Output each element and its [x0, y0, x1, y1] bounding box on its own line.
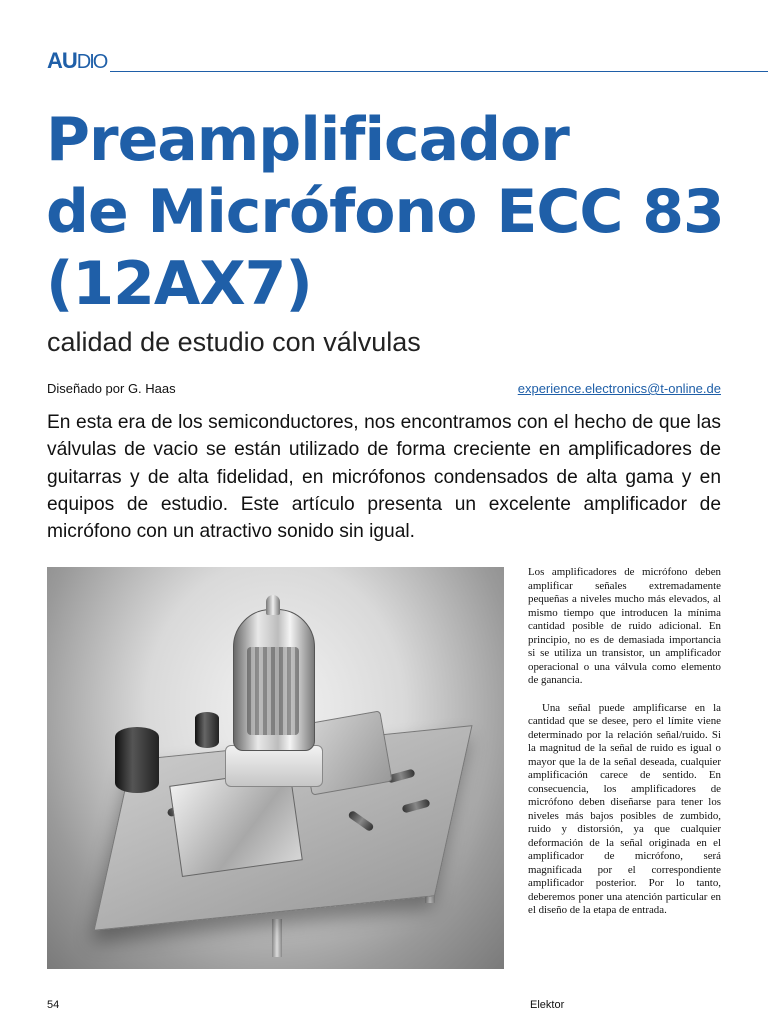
- pcb-leg: [272, 919, 282, 957]
- magazine-name: Elektor: [530, 999, 565, 1011]
- section-rule: [110, 71, 768, 72]
- circuit-board-photo: [47, 567, 504, 969]
- body-paragraph-2: Una señal puede amplificarse en la cantidad que se desee, pero el límite viene determinado por la relación señal/ruido. Si la magnitud de la señal de ruido es igual o mayor que la de la señal deseada, cualquier amplificación carece de sentido. En consecuencia, los amplificadores de micrófono deben diseñarse para tener los niveles más bajos posibles de zumbido, ruido y distorsión, ya que cualquier deformación de la señal originada en el amplificador de micrófono, será magnificada por el correspondiente amplificador posterior. Por lo tanto, deberemos poner una atención particular en el diseño de la etapa de entrada.: [528, 701, 721, 916]
- electrolytic-capacitor-large: [115, 727, 159, 793]
- tube-electrodes: [247, 647, 299, 735]
- tube-tip: [266, 595, 280, 615]
- byline-row: [47, 381, 721, 399]
- section-tag: [47, 50, 106, 72]
- article-title: [46, 104, 746, 320]
- title-line-3: (12AX7): [46, 249, 312, 319]
- tube-socket: [225, 745, 323, 787]
- title-line-2: de Micrófono ECC 83: [46, 177, 724, 247]
- body-text-column: [528, 566, 721, 918]
- author-byline: Diseñado por G. Haas: [47, 381, 176, 396]
- section-tag-light: DIO: [76, 51, 107, 73]
- body-paragraph-1: Los amplificadores de micrófono deben amplificar señales extremadamente pequeñas a niveles mucho más elevados, al mismo tiempo que introducen la mínima cantidad posible de ruido adicional. En principio, no es de demasiada importancia si se utiliza un transistor, un amplificador operacional o una válvula como elemento de ganancia.: [528, 566, 721, 686]
- author-email-link[interactable]: experience.electronics@t-online.de: [517, 381, 721, 396]
- page-number: 54: [47, 999, 60, 1011]
- electrolytic-capacitor-small: [195, 712, 219, 748]
- article-subtitle: calidad de estudio con válvulas: [47, 327, 421, 357]
- section-tag-bold: AU: [47, 48, 77, 73]
- intro-paragraph: En esta era de los semiconductores, nos encontramos con el hecho de que las válvulas de vacio se están utilizado de forma creciente en amplificadores de guitarras y de alta fidelidad, en micrófonos condensados de alta gama y en equipos de estudio. Este artículo presenta un excelente amplificador de micrófono con un atractivo sonido sin igual.: [47, 412, 721, 543]
- title-line-1: Preamplificador: [46, 105, 569, 175]
